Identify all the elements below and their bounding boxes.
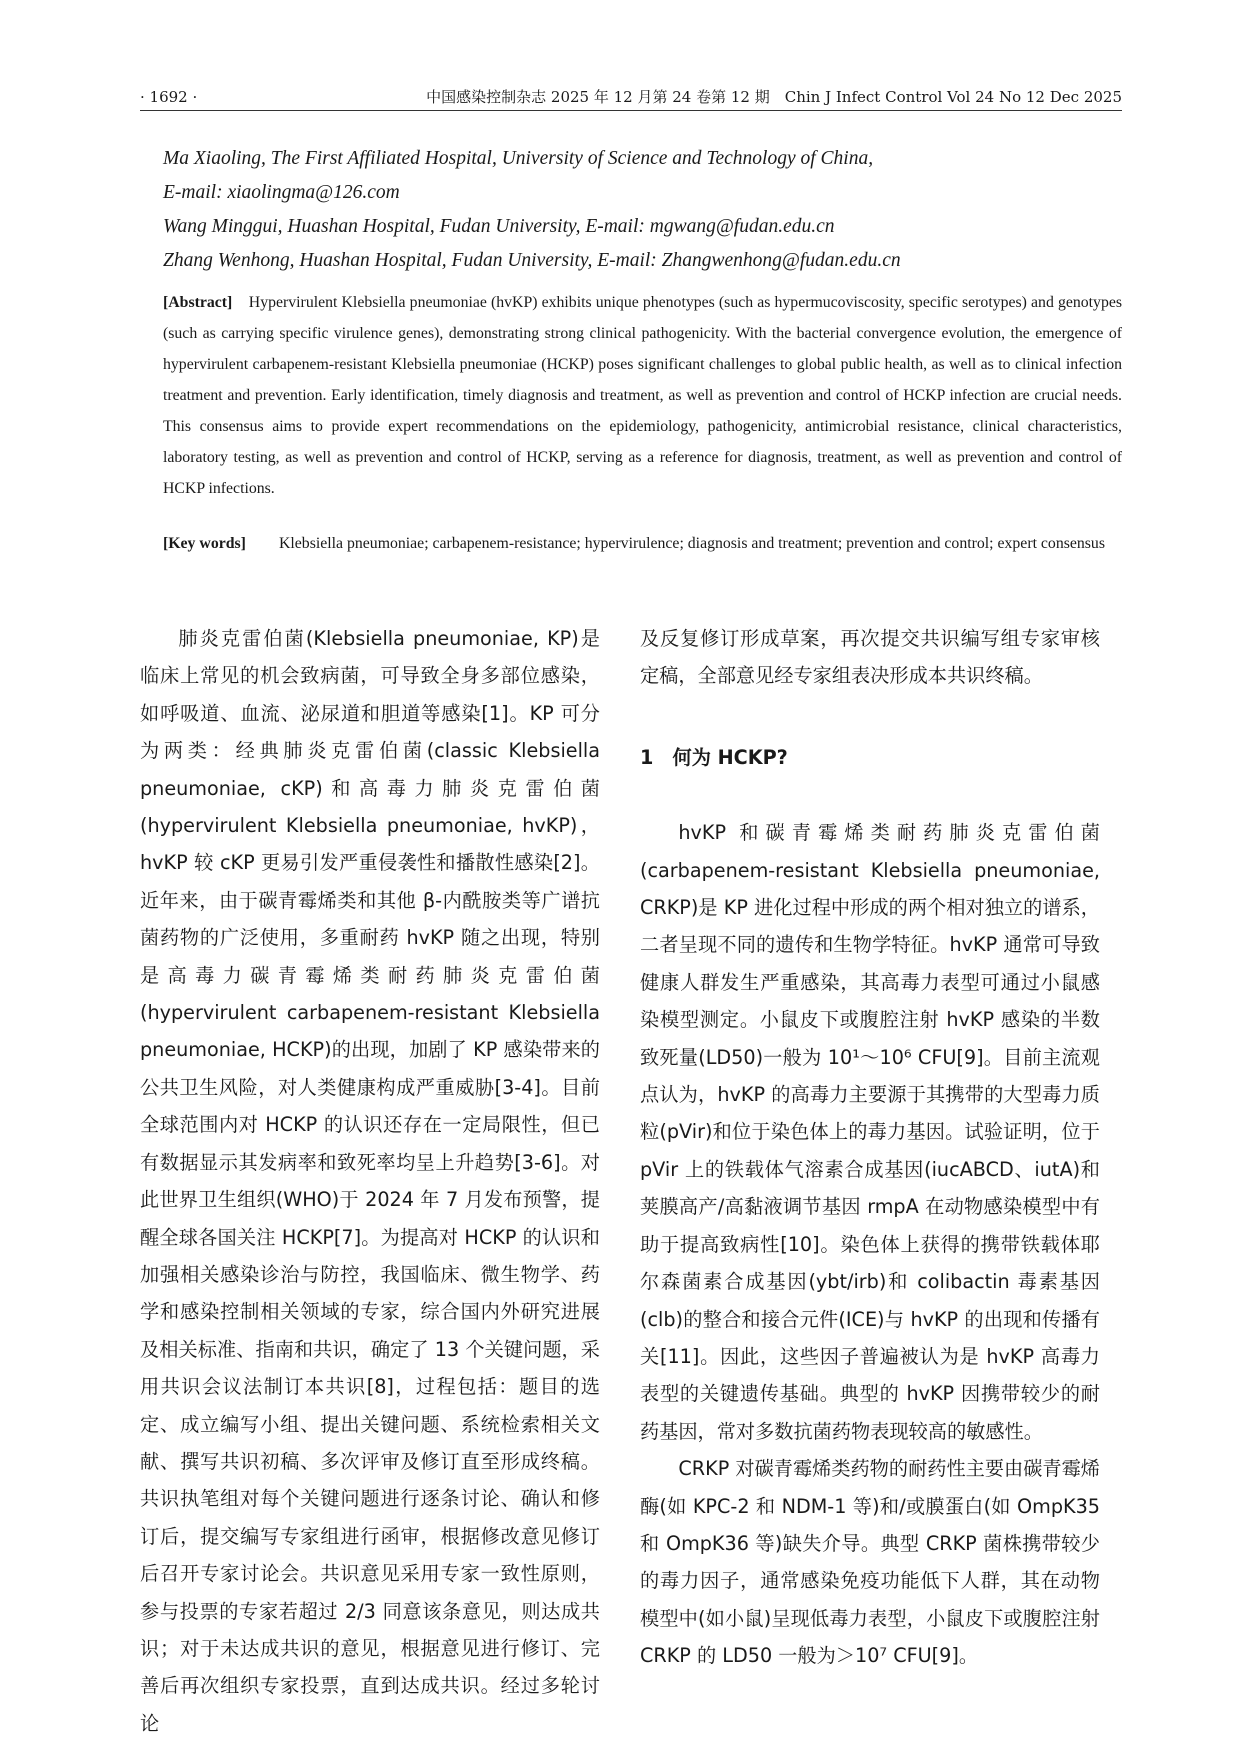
keywords xyxy=(163,528,1122,559)
running-header xyxy=(140,84,1122,111)
abstract xyxy=(163,287,1122,504)
journal-citation: 中国感染控制杂志 2025 年 12 月第 24 卷第 12 期 Chin J Infect Control Vol 24 No 12 Dec 2025 xyxy=(426,88,1122,106)
keywords-text: Klebsiella pneumoniae; carbapenem-resistance; hypervirulence; diagnosis and treatment; prevention and control; expert consensus xyxy=(279,535,1105,552)
author-line: Wang Minggui, Huashan Hospital, Fudan University, E-mail: mgwang@fudan.edu.cn xyxy=(163,216,835,237)
body-paragraph: 及反复修订形成草案，再次提交共识编写组专家审核定稿，全部意见经专家组表决形成本共识终稿。 xyxy=(640,627,1100,688)
keywords-label: [Key words] xyxy=(163,535,246,552)
body-paragraph: hvKP 和碳青霉烯类耐药肺炎克雷伯菌(carbapenem-resistant Klebsiella pneumoniae, CRKP)是 KP 进化过程中形成的两个相对独立的谱系，二者呈现不同的遗传和生物学特征。hvKP 通常可导致健康人群发生严重感染，其高毒力表型可通过小鼠感染模型测定。小鼠皮下或腹腔注射 hvKP 感染的半数致死量(LD50)一般为 10¹～10⁶ CFU[9]。目前主流观点认为，hvKP 的高毒力主要源于其携带的大型毒力质粒(pVir)和位于染色体上的毒力基因。试验证明，位于 pVir 上的铁载体气溶素合成基因(iucABCD、iutA)和荚膜高产/高黏液调节基因 rmpA 在动物感染模型中有助于提高致病性[10]。染色体上获得的携带铁载体耶尔森菌素合成基因(ybt/irb)和 colibactin 毒素基因(clb)的整合和接合元件(ICE)与 hvKP 的出现和传播有关[11]。因此，这些因子普遍被认为是 hvKP 高毒力表型的关键遗传基础。典型的 hvKP 因携带较少的耐药基因，常对多数抗菌药物表现较高的敏感性。 xyxy=(640,821,1100,1443)
body-paragraph: CRKP 对碳青霉烯类药物的耐药性主要由碳青霉烯酶(如 KPC-2 和 NDM-1 等)和/或膜蛋白(如 OmpK35 和 OmpK36 等)缺失介导。典型 CRKP 菌株携带较少的毒力因子，通常感染免疫功能低下人群，其在动物模型中(如小鼠)呈现低毒力表型，小鼠皮下或腹腔注射 CRKP 的 LD50 一般为＞10⁷ CFU[9]。 xyxy=(640,1457,1100,1668)
abstract-label: [Abstract] xyxy=(163,294,233,311)
abstract-text: Hypervirulent Klebsiella pneumoniae (hvKP) exhibits unique phenotypes (such as hypermucoviscosity, specific serotypes) and genotypes (such as carrying specific virulence genes), demonstrating strong clinical pathogenicity. With the bacterial convergence evolution, the emergence of hypervirulent carbapenem-resistant Klebsiella pneumoniae (HCKP) poses significant challenges to global public health, as well as to clinical infection treatment and prevention. Early identification, timely diagnosis and treatment, as well as prevention and control of HCKP infection are crucial needs. This consensus aims to provide expert recommendations on the epidemiology, pathogenicity, antimicrobial resistance, clinical characteristics, laboratory testing, as well as prevention and control of HCKP, serving as a reference for diagnosis, treatment, as well as prevention and control of HCKP infections. xyxy=(163,294,1123,497)
body-right-column xyxy=(640,620,1100,1675)
author-affiliations xyxy=(163,142,1122,278)
body-paragraph: 肺炎克雷伯菌(Klebsiella pneumoniae, KP)是临床上常见的机会致病菌，可导致全身多部位感染，如呼吸道、血流、泌尿道和胆道等感染[1]。KP 可分为两类：经典肺炎克雷伯菌(classic Klebsiella pneumoniae, cKP)和高毒力肺炎克雷伯菌(hypervirulent Klebsiella pneumoniae, hvKP)，hvKP 较 cKP 更易引发严重侵袭性和播散性感染[2]。近年来，由于碳青霉烯类和其他 β-内酰胺类等广谱抗菌药物的广泛使用，多重耐药 hvKP 随之出现，特别是高毒力碳青霉烯类耐药肺炎克雷伯菌(hypervirulent carbapenem-resistant Klebsiella pneumoniae, HCKP)的出现，加剧了 KP 感染带来的公共卫生风险，对人类健康构成严重威胁[3-4]。目前全球范围内对 HCKP 的认识还存在一定局限性，但已有数据显示其发病率和致死率均呈上升趋势[3-6]。对此世界卫生组织(WHO)于 2024 年 7 月发布预警，提醒全球各国关注 HCKP[7]。为提高对 HCKP 的认识和加强相关感染诊治与防控，我国临床、微生物学、药学和感染控制相关领域的专家，综合国内外研究进展及相关标准、指南和共识，确定了 13 个关键问题，采用共识会议法制订本共识[8]，过程包括：题目的选定、成立编写小组、提出关键问题、系统检索相关文献、撰写共识初稿、多次评审及修订直至形成终稿。共识执笔组对每个关键问题进行逐条讨论、确认和修订后，提交编写专家组进行函审，根据修改意见修订后召开专家讨论会。共识意见采用专家一致性原则，参与投票的专家若超过 2/3 同意该条意见，则达成共识；对于未达成共识的意见，根据意见进行修订、完善后再次组织专家投票，直到达成共识。经过多轮讨论 xyxy=(140,627,600,1735)
author-line: E-mail: xiaolingma@126.com xyxy=(163,182,400,203)
body-left-column xyxy=(140,620,600,1742)
section-heading: 1 何为 HCKP? xyxy=(640,745,788,769)
author-line: Zhang Wenhong, Huashan Hospital, Fudan University, E-mail: Zhangwenhong@fudan.edu.cn xyxy=(163,250,901,271)
author-line: Ma Xiaoling, The First Affiliated Hospital, University of Science and Technology of China, xyxy=(163,148,874,169)
page-number: · 1692 · xyxy=(140,88,198,106)
